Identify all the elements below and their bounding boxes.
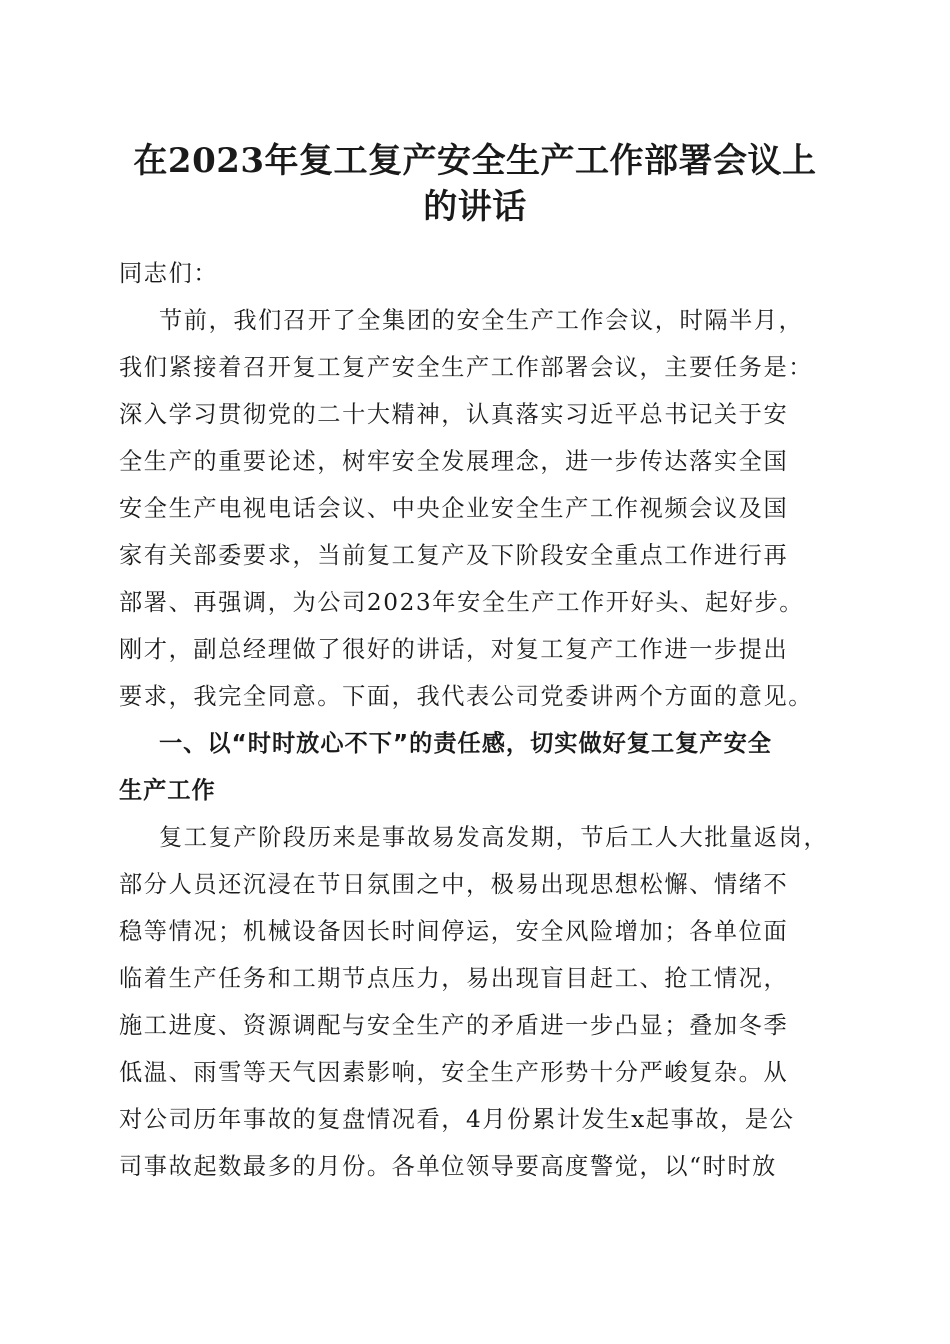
paragraph-line: 节前，我们召开了全集团的安全生产工作会议，时隔半月， (159, 307, 804, 334)
paragraph-line: 对公司历年事故的复盘情况看，4月份累计发生x起事故，是公 (119, 1106, 795, 1133)
paragraph-line: 全生产的重要论述，树牢安全发展理念，进一步传达落实全国 (119, 448, 789, 475)
paragraph-line: 部分人员还沉浸在节日氛围之中，极易出现思想松懈、情绪不 (119, 871, 789, 898)
paragraph-line: 要求，我完全同意。下面，我代表公司党委讲两个方面的意见。 (119, 683, 814, 710)
paragraph-line: 深入学习贯彻党的二十大精神，认真落实习近平总书记关于安 (119, 401, 789, 428)
paragraph-line: 稳等情况；机械设备因长时间停运，安全风险增加；各单位面 (119, 918, 789, 945)
heading-line: 一、以“时时放心不下”的责任感，切实做好复工复产安全 (159, 730, 772, 757)
paragraph-line: 施工进度、资源调配与安全生产的矛盾进一步凸显；叠加冬季 (119, 1012, 789, 1039)
paragraph-line: 刚才，副总经理做了很好的讲话，对复工复产工作进一步提出 (119, 636, 789, 663)
heading-line: 生产工作 (119, 777, 216, 804)
paragraph-line: 临着生产任务和工期节点压力，易出现盲目赶工、抢工情况， (119, 965, 789, 992)
paragraph-line: 部署、再强调，为公司2023年安全生产工作开好头、起好步。 (119, 589, 805, 616)
document-title-line-2: 的讲话 (423, 187, 527, 227)
paragraph-line: 司事故起数最多的月份。各单位领导要高度警觉，以“时时放 (119, 1153, 777, 1180)
document-title-line-1: 在2023年复工复产安全生产工作部署会议上 (133, 141, 817, 181)
paragraph-line: 我们紧接着召开复工复产安全生产工作部署会议，主要任务是： (119, 354, 814, 381)
paragraph-line: 安全生产电视电话会议、中央企业安全生产工作视频会议及国 (119, 495, 789, 522)
paragraph-line: 低温、雨雪等天气因素影响，安全生产形势十分严峻复杂。从 (119, 1059, 789, 1086)
salutation: 同志们： (119, 260, 219, 287)
paragraph-line: 复工复产阶段历来是事故易发高发期，节后工人大批量返岗， (159, 824, 829, 851)
paragraph-line: 家有关部委要求，当前复工复产及下阶段安全重点工作进行再 (119, 542, 789, 569)
